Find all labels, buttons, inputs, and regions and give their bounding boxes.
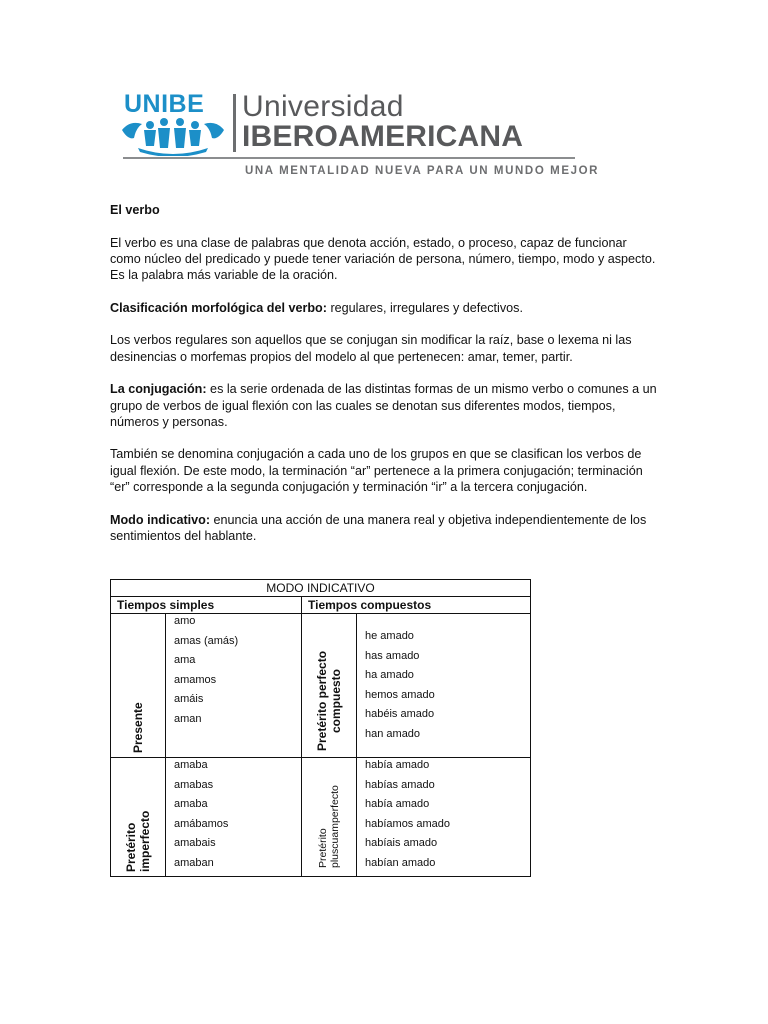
- verb-form: has amado: [365, 649, 420, 662]
- paragraph-regular-verbs: Los verbos regulares son aquellos que se conjugan sin modificar la raíz, base o lexema ni las desinencias o morfemas propios del modelo al que pertenecen: amar, temer, partir.: [110, 333, 632, 364]
- paragraph-conjugation-groups: También se denomina conjugación a cada uno de los grupos en que se clasifican los verbos de igual flexión. De este modo, la terminación “ar” pertenece a la primera conjugación; terminación “er” corresponde a la segunda conjugación y terminación “ir” a la tercera conjugación.: [110, 447, 643, 495]
- tense-label-cell: [302, 758, 357, 877]
- verb-form: ama: [174, 654, 196, 667]
- conjugation-table: [110, 579, 531, 877]
- logo-rule: [123, 157, 575, 159]
- verb-form: amáis: [174, 693, 204, 706]
- verb-form: había amado: [365, 759, 430, 771]
- brand-line-1: Universidad: [242, 90, 404, 123]
- tense-label-cell: [111, 758, 166, 877]
- table-title: MODO INDICATIVO: [111, 580, 531, 597]
- verb-form: han amado: [365, 727, 421, 740]
- verb-form: amo: [174, 615, 196, 627]
- simple-forms-cell: [166, 758, 302, 877]
- brand-line-2: IBEROAMERICANA: [242, 120, 524, 153]
- document-title: El verbo: [110, 203, 160, 217]
- paragraph-classification: Clasificación morfológica del verbo: regulares, irregulares y defectivos.: [110, 300, 523, 315]
- tense-label-cell: [302, 614, 357, 758]
- compound-forms-cell: [357, 758, 531, 877]
- logo-divider: [233, 94, 236, 152]
- table-header-row: [111, 580, 531, 597]
- verb-form: aman: [174, 712, 202, 725]
- verb-form: ha amado: [365, 669, 414, 682]
- column-simple-tenses: Tiempos simples: [111, 597, 302, 614]
- paragraph-definition: El verbo es una clase de palabras que denota acción, estado, o proceso, capaz de funcionar como núcleo del predicado y puede tener variación de persona, número, tiempo, modo y aspecto. Es la palabra más variable de la oración.: [110, 235, 656, 283]
- verb-form: amaba: [174, 759, 208, 771]
- verb-form: amábamos: [174, 817, 229, 830]
- verb-form: habían amado: [365, 856, 436, 869]
- term-conjugation: La conjugación:: [110, 382, 207, 397]
- verb-form: hemos amado: [365, 688, 435, 701]
- university-logo: [120, 90, 600, 180]
- term-indicative: Modo indicativo:: [110, 512, 211, 527]
- column-compound-tenses: Tiempos compuestos: [302, 597, 531, 614]
- term-classification: Clasificación morfológica del verbo:: [110, 300, 327, 315]
- table-subheader-row: [111, 597, 531, 614]
- verb-form: amaba: [174, 798, 208, 811]
- verb-form: había amado: [365, 798, 430, 811]
- paragraph-indicative-mood: Modo indicativo: enuncia una acción de una manera real y objetiva independientemente de los sentimientos del hablante.: [110, 512, 647, 543]
- verb-form: amas (amás): [174, 634, 239, 647]
- verb-form: amaban: [174, 856, 214, 869]
- brand-tagline: UNA MENTALIDAD NUEVA PARA UN MUNDO MEJOR: [245, 165, 600, 177]
- simple-forms-cell: [166, 614, 302, 758]
- verb-form: amabas: [174, 778, 214, 791]
- verb-form: habíamos amado: [365, 817, 450, 830]
- tense-label-presente: Presente: [131, 702, 145, 753]
- tense-label-preterito-imperfecto: Pretérito imperfecto: [124, 810, 152, 872]
- table-row: [111, 614, 531, 758]
- compound-forms-cell: [357, 614, 531, 758]
- verb-form: amamos: [174, 673, 217, 686]
- table-row: [111, 758, 531, 877]
- tense-label-cell: [111, 614, 166, 758]
- paragraph-conjugation: La conjugación: es la serie ordenada de las distintas formas de un mismo verbo o comunes a un grupo de verbos de igual flexión con las cuales se denotan sus diferentes modos, tiempos, números y personas.: [110, 382, 657, 429]
- tense-label-preterito-perfecto-compuesto: Pretérito perfecto compuesto: [315, 650, 343, 751]
- verb-form: amabais: [174, 837, 216, 850]
- tense-label-preterito-pluscuamperfecto: Pretérito pluscuamperfecto: [317, 784, 341, 868]
- document-body: [110, 202, 658, 561]
- brand-short: UNIBE: [124, 90, 205, 118]
- verb-form: habéis amado: [365, 708, 435, 721]
- verb-form: habías amado: [365, 778, 435, 791]
- verb-form: he amado: [365, 630, 414, 642]
- verb-form: habíais amado: [365, 837, 438, 850]
